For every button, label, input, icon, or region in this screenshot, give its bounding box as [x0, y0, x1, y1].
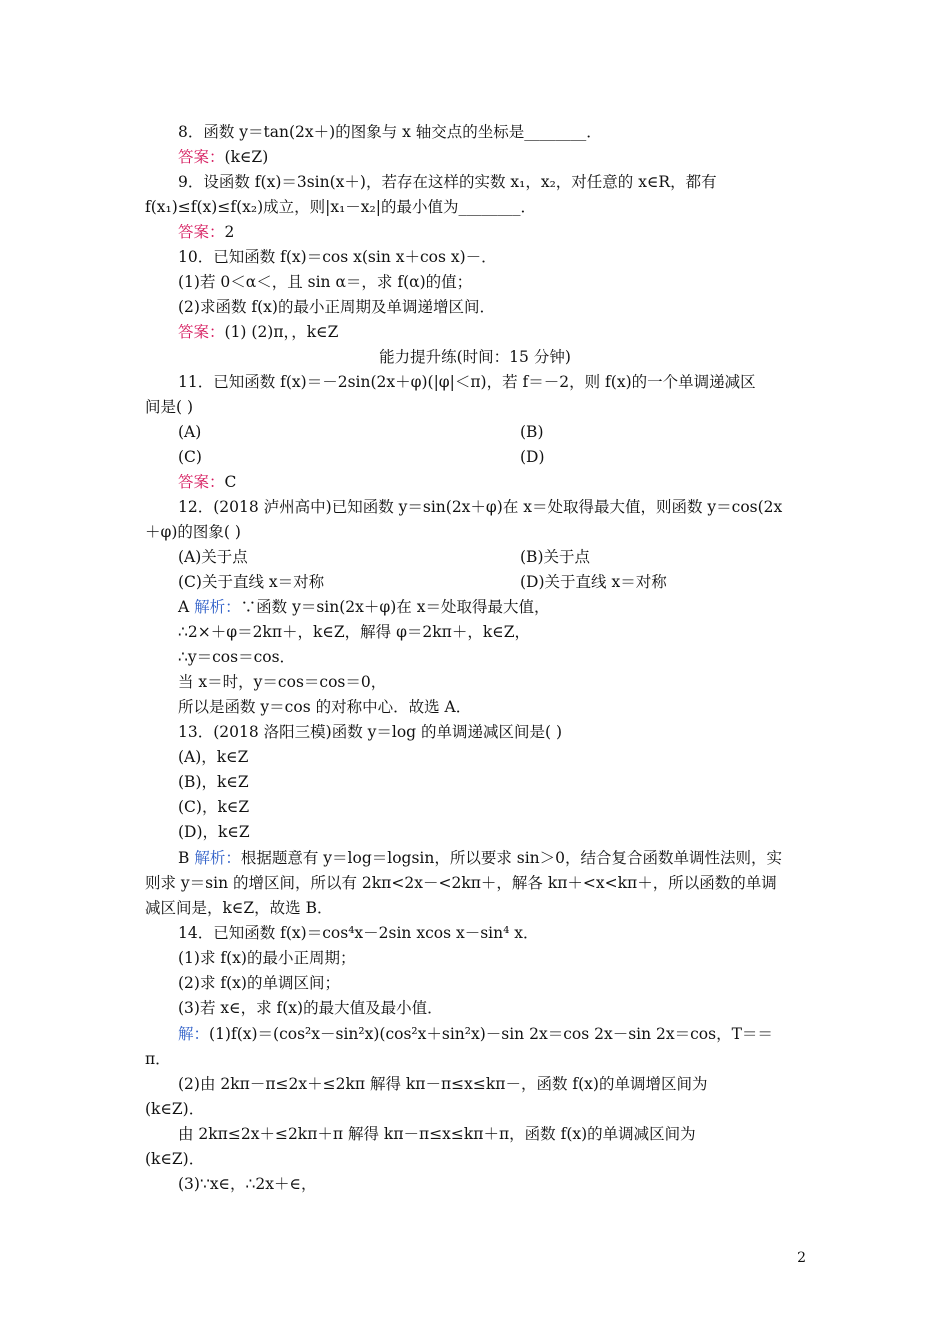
- q12-text: 12．(2018 泸州高中)已知函数 y＝sin(2x＋φ)在 x＝处取得最大值，则函数 y＝cos(2x: [178, 498, 783, 516]
- q11-option-a: (A): [178, 423, 202, 441]
- solution-text: (1)f(x)＝(cos²x－sin²x)(cos²x＋sin²x)－sin 2x＝cos 2x－sin 2x＝cos，T＝＝: [209, 1025, 773, 1043]
- q14-part2: (2)求 f(x)的单调区间；: [178, 974, 340, 992]
- q12-analysis-line: ∴2×＋φ＝2kπ＋，k∈Z，解得 φ＝2kπ＋，k∈Z，: [178, 623, 530, 641]
- q10-part1: (1)若 0＜α＜，且 sin α＝，求 f(α)的值；: [178, 273, 473, 291]
- answer-text: (1) (2)π，，k∈Z: [224, 323, 339, 341]
- q14-text: 14．已知函数 f(x)＝cos⁴x－2sin xcos x－sin⁴ x．: [178, 924, 539, 942]
- q9-text-cont: f(x₁)≤f(x)≤f(x₂)成立，则|x₁－x₂|的最小值为________．: [145, 198, 536, 216]
- q12-option-b: (B)关于点: [520, 548, 590, 566]
- q13-analysis: [178, 848, 782, 868]
- q13-option-a: (A)，k∈Z: [178, 748, 249, 766]
- answer-text: (k∈Z): [224, 148, 269, 166]
- q9-text: 9．设函数 f(x)＝3sin(x＋)，若存在这样的实数 x₁，x₂，对任意的 x∈R，都有: [178, 173, 717, 191]
- q9-answer: [178, 222, 234, 242]
- q12-analysis-line: ∴y＝cos＝cos．: [178, 648, 296, 666]
- q14-solution-line: (3)∵x∈，∴2x＋∈，: [178, 1175, 317, 1193]
- q11-option-c: (C): [178, 448, 202, 466]
- q12-option-d: (D)关于直线 x＝对称: [520, 573, 667, 591]
- q13-analysis-line: 减区间是，k∈Z，故选 B．: [145, 899, 333, 917]
- page-number: 2: [797, 1250, 806, 1266]
- q12-analysis-line: 所以是函数 y＝cos 的对称中心．故选 A．: [178, 698, 472, 716]
- q14-solution: [178, 1024, 773, 1044]
- q14-solution-line: (2)由 2kπ－π≤2x＋≤2kπ 解得 kπ－π≤x≤kπ－，函数 f(x)的单调增区间为: [178, 1075, 708, 1093]
- analysis-label: 解析：: [194, 598, 241, 616]
- q11-answer: [178, 472, 236, 492]
- q11-text-cont: 间是( ): [145, 398, 194, 416]
- answer-text: 2: [224, 223, 235, 241]
- q12-analysis: [178, 597, 549, 617]
- analysis-choice: B: [178, 849, 195, 867]
- q14-solution-line: 由 2kπ≤2x＋≤2kπ＋π 解得 kπ－π≤x≤kπ＋π，函数 f(x)的单调减区间为: [178, 1125, 696, 1143]
- solution-label: 解：: [178, 1025, 210, 1043]
- q10-answer: [178, 322, 338, 342]
- q11-text: 11．已知函数 f(x)＝－2sin(2x＋φ)(|φ|＜π)，若 f＝－2，则 f(x)的一个单调递减区: [178, 373, 756, 391]
- q8-answer: [178, 147, 268, 167]
- q11-option-d: (D): [520, 448, 545, 466]
- section-heading: 能力提升练(时间：15 分钟): [379, 348, 571, 366]
- q14-solution-line: (k∈Z)．: [145, 1100, 205, 1118]
- q13-analysis-line: 则求 y＝sin 的增区间，所以有 2kπ<2x－<2kπ＋，解各 kπ＋<x<kπ＋，所以函数的单调: [145, 874, 777, 892]
- q13-option-b: (B)，k∈Z: [178, 773, 249, 791]
- q12-option-a: (A)关于点: [178, 548, 248, 566]
- answer-label: 答案：: [178, 323, 225, 341]
- q10-text: 10．已知函数 f(x)＝cos x(sin x＋cos x)－．: [178, 248, 497, 266]
- answer-label: 答案：: [178, 148, 225, 166]
- analysis-text: ∵函数 y＝sin(2x＋φ)在 x＝处取得最大值，: [240, 598, 550, 616]
- q14-part1: (1)求 f(x)的最小正周期；: [178, 949, 356, 967]
- q13-text: 13．(2018 洛阳三模)函数 y＝log 的单调递减区间是( ): [178, 723, 563, 741]
- q14-solution-line: π．: [145, 1050, 171, 1068]
- q11-option-b: (B): [520, 423, 544, 441]
- analysis-choice: A: [178, 598, 195, 616]
- q13-option-d: (D)，k∈Z: [178, 823, 250, 841]
- analysis-text: 根据题意有 y＝log＝logsin，所以要求 sin＞0，结合复合函数单调性法则，实: [240, 849, 783, 867]
- q12-option-c: (C)关于直线 x＝对称: [178, 573, 325, 591]
- q10-part2: (2)求函数 f(x)的最小正周期及单调递增区间．: [178, 298, 495, 316]
- q12-text-cont: ＋φ)的图象( ): [145, 523, 241, 541]
- answer-label: 答案：: [178, 223, 225, 241]
- answer-text: C: [224, 473, 237, 491]
- q12-analysis-line: 当 x＝时，y＝cos＝cos＝0，: [178, 673, 387, 691]
- q14-part3: (3)若 x∈，求 f(x)的最大值及最小值．: [178, 999, 443, 1017]
- q13-option-c: (C)，k∈Z: [178, 798, 250, 816]
- analysis-label: 解析：: [194, 849, 241, 867]
- q14-solution-line: (k∈Z)．: [145, 1150, 205, 1168]
- q8-text: 8．函数 y＝tan(2x＋)的图象与 x 轴交点的坐标是________．: [178, 123, 602, 141]
- answer-label: 答案：: [178, 473, 225, 491]
